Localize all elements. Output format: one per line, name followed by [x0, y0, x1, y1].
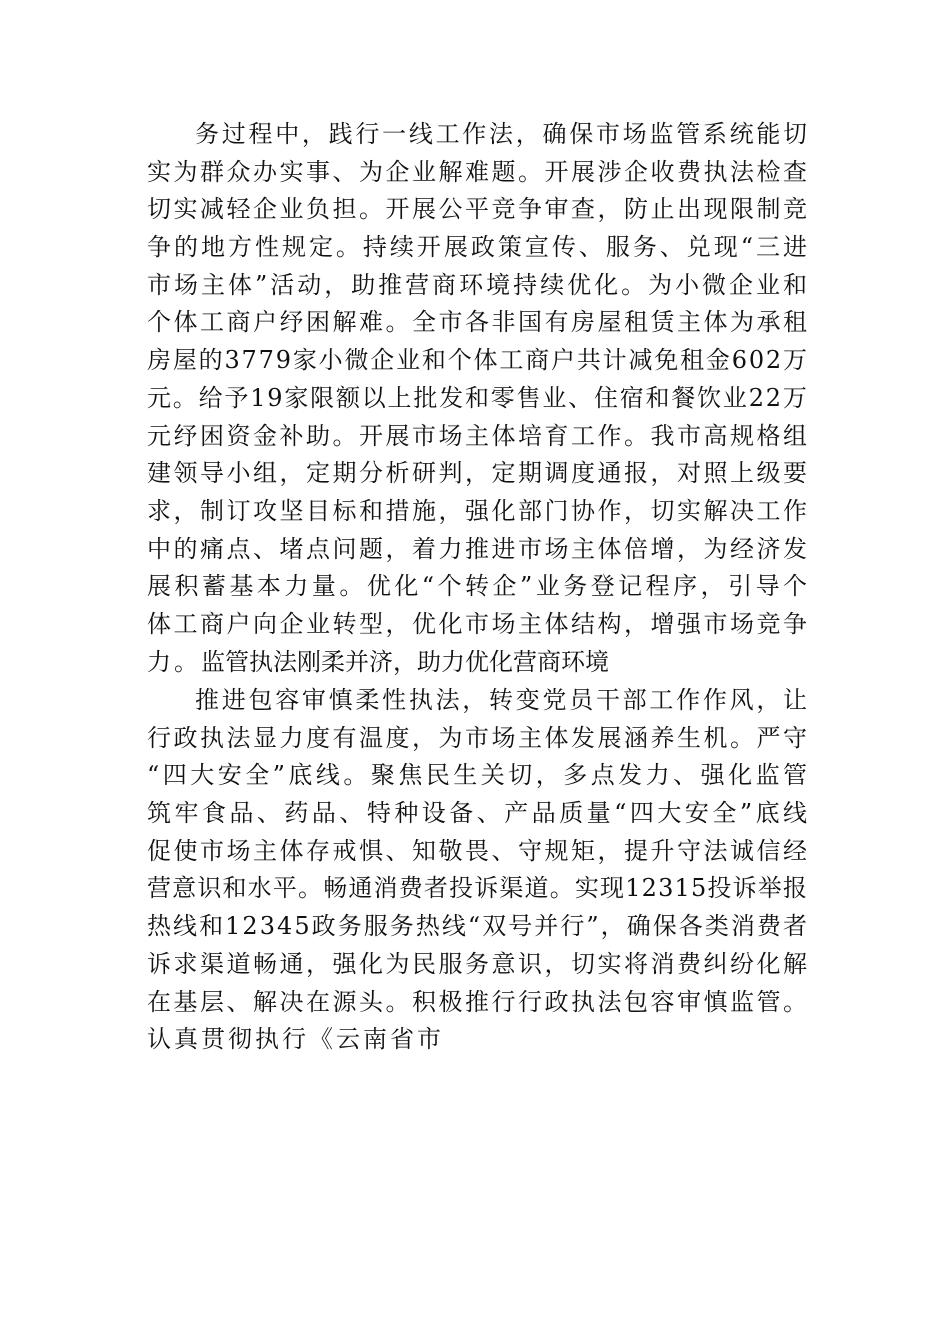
text-line: 争的地方性规定。持续开展政策宣传、服务、兑现“三进	[147, 233, 811, 262]
text-line: 认真贯彻执行《云南省市	[147, 1025, 444, 1054]
text-line: 展积蓄基本力量。优化“个转企”业务登记程序，引导个	[147, 572, 811, 601]
text-line: 务过程中，践行一线工作法，确保市场监管系统能切	[195, 120, 810, 148]
text-line: 营意识和水平。畅通消费者投诉渠道。实现12315投诉举报	[147, 874, 809, 903]
text-line: 促使市场主体存戒惧、知敬畏、守规矩，提升守法诚信经	[147, 836, 810, 865]
text-line: 在基层、解决在源头。积极推行行政执法包容审慎监管。	[147, 987, 810, 1016]
section-heading: 监管执法刚柔并济，助力优化营商环境	[201, 648, 609, 676]
text-line: 行政执法显力度有温度，为市场主体发展涵养生机。严守	[147, 723, 810, 752]
text-line: 诉求渠道畅通，强化为民服务意识，切实将消费纠纷化解	[147, 949, 810, 978]
text-line: 筑牢食品、药品、特种设备、产品质量“四大安全”底线	[147, 799, 811, 828]
paragraph-1	[147, 116, 811, 681]
text-line: 市场主体”活动，助推营商环境持续优化。为小微企业和	[147, 270, 811, 299]
text-line: 体工商户向企业转型，优化市场主体结构，增强市场竞争	[147, 609, 810, 638]
text-line: “四大安全”底线。聚焦民生关切，多点发力、强化监管	[147, 761, 811, 790]
text-line: 中的痛点、堵点问题，着力推进市场主体倍增，为经济发	[147, 534, 810, 563]
text-line: 建领导小组，定期分析研判，定期调度通报，对照上级要	[147, 459, 810, 488]
text-line: 求，制订攻坚目标和措施，强化部门协作，切实解决工作	[147, 496, 810, 525]
text-line: 切实减轻企业负担。开展公平竞争审查，防止出现限制竞	[147, 195, 810, 224]
text-line: 热线和12345政务服务热线“双号并行”，确保各类消费者	[147, 912, 810, 941]
text-line: 力。	[147, 647, 201, 676]
text-line: 元。给予19家限额以上批发和零售业、住宿和餐饮业22万	[147, 383, 809, 412]
text-line: 房屋的3779家小微企业和个体工商户共计减免租金602万	[147, 346, 809, 375]
paragraph-2	[147, 682, 811, 1059]
text-line: 个体工商户纾困解难。全市各非国有房屋租赁主体为承租	[147, 308, 810, 337]
text-line: 元纾困资金补助。开展市场主体培育工作。我市高规格组	[147, 421, 810, 450]
section-heading-block	[147, 644, 807, 682]
text-line: 实为群众办实事、为企业解难题。开展涉企收费执法检查	[147, 157, 810, 186]
text-line: 推进包容审慎柔性执法，转变党员干部工作作风，让	[195, 686, 810, 714]
